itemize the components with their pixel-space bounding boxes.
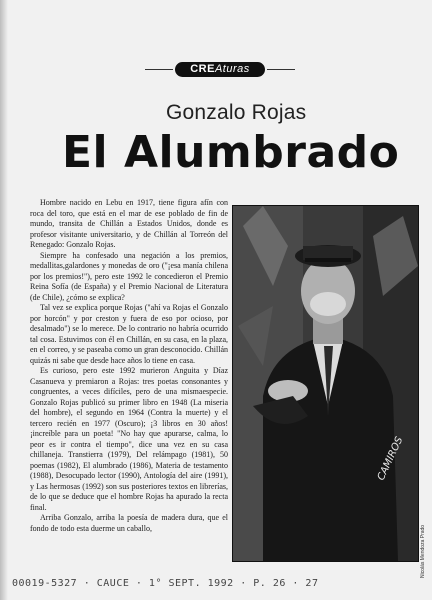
paragraph: Es curioso, pero este 1992 murieron Anguita y Díaz Casanueva y premiaron a Rojas: tres poetas consonantes y congruentes, a veces difíciles, pero de una mismaespecie. Gonzalo Rojas publicó su primer libro en 1948 (La miseria del hombre), el segundo en 1964 (Contra la muerte) y el tercero recién en 1977 (Oscuro); ¡3 libros en 30 años! ¡increíble para un poeta! "No hay que apurarse, calma, lo peor es ir contra el tiempo", dice una vez en su casa chillaneja. Transtierra (1979), Del relámpago (1981), 50 poemas (1982), El alumbrado (1986), Materia de testamento (1988), Desocupado lector (1990), Antología del aire (1991), y Las hermosas (1992) son sus posteriores textos en librerías, de lo que se deduce que el hombre Rojas ha apurado la recta final. bbox=[30, 366, 228, 512]
article-body bbox=[30, 198, 228, 534]
header-rule-right bbox=[267, 69, 295, 70]
author-name: Gonzalo Rojas bbox=[166, 101, 307, 124]
archive-annotation: 00019-5327 · CAUCE · 1° SEPT. 1992 · P. 26 · 27 bbox=[12, 578, 319, 589]
header-rule-left bbox=[145, 69, 173, 70]
scan-shadow bbox=[0, 0, 8, 600]
headline: El Alumbrado bbox=[62, 127, 400, 178]
paragraph: Tal vez se explica porque Rojas ("ahí va Rojas el Gonzalo por horcón" y por creston y fuera de eso por ocioso, por desalmado") se lo merece. De lo contrario no habría ocurrido tal cosa. Estuvimos con él en Chillán, en su casa, en la plaza, en el correo, y se paseaba como un gran desconocido. Chillán quizás ni sabe que desde hace años lo tiene en casa. bbox=[30, 303, 228, 365]
section-accent: Aturas bbox=[214, 63, 250, 75]
section-badge bbox=[175, 62, 265, 77]
portrait-illustration bbox=[233, 206, 418, 561]
portrait-photo bbox=[232, 205, 419, 562]
photographer-signature: CAMIROS bbox=[375, 435, 406, 483]
photo-credit: Nicolás Mendoza Prado bbox=[420, 524, 426, 578]
paragraph: Hombre nacido en Lebu en 1917, tiene figura afín con roca del toro, que está en el mar de ese poblado de fin de mundo, transita de Chillán a Estados Unidos, donde es profesor visitante universitario, y de Chillán al Torreón del Renegado: Gonzalo Rojas. bbox=[30, 198, 228, 249]
paragraph: Arriba Gonzalo, arriba la poesía de madera dura, que el fondo de todo esta duerme un caballo, bbox=[30, 513, 228, 533]
paragraph: Siempre ha confesado una negación a los premios, medallitas,galardones y monedas de oro ("¡esa manía chilena por los premios!"), pero este 1992 le concedieron el Premio Reina Sofía (de España) y el Premio Nacional de Literatura (de Chile), ¿cómo se explica? bbox=[30, 250, 228, 302]
section-prefix: CRE bbox=[190, 63, 215, 75]
